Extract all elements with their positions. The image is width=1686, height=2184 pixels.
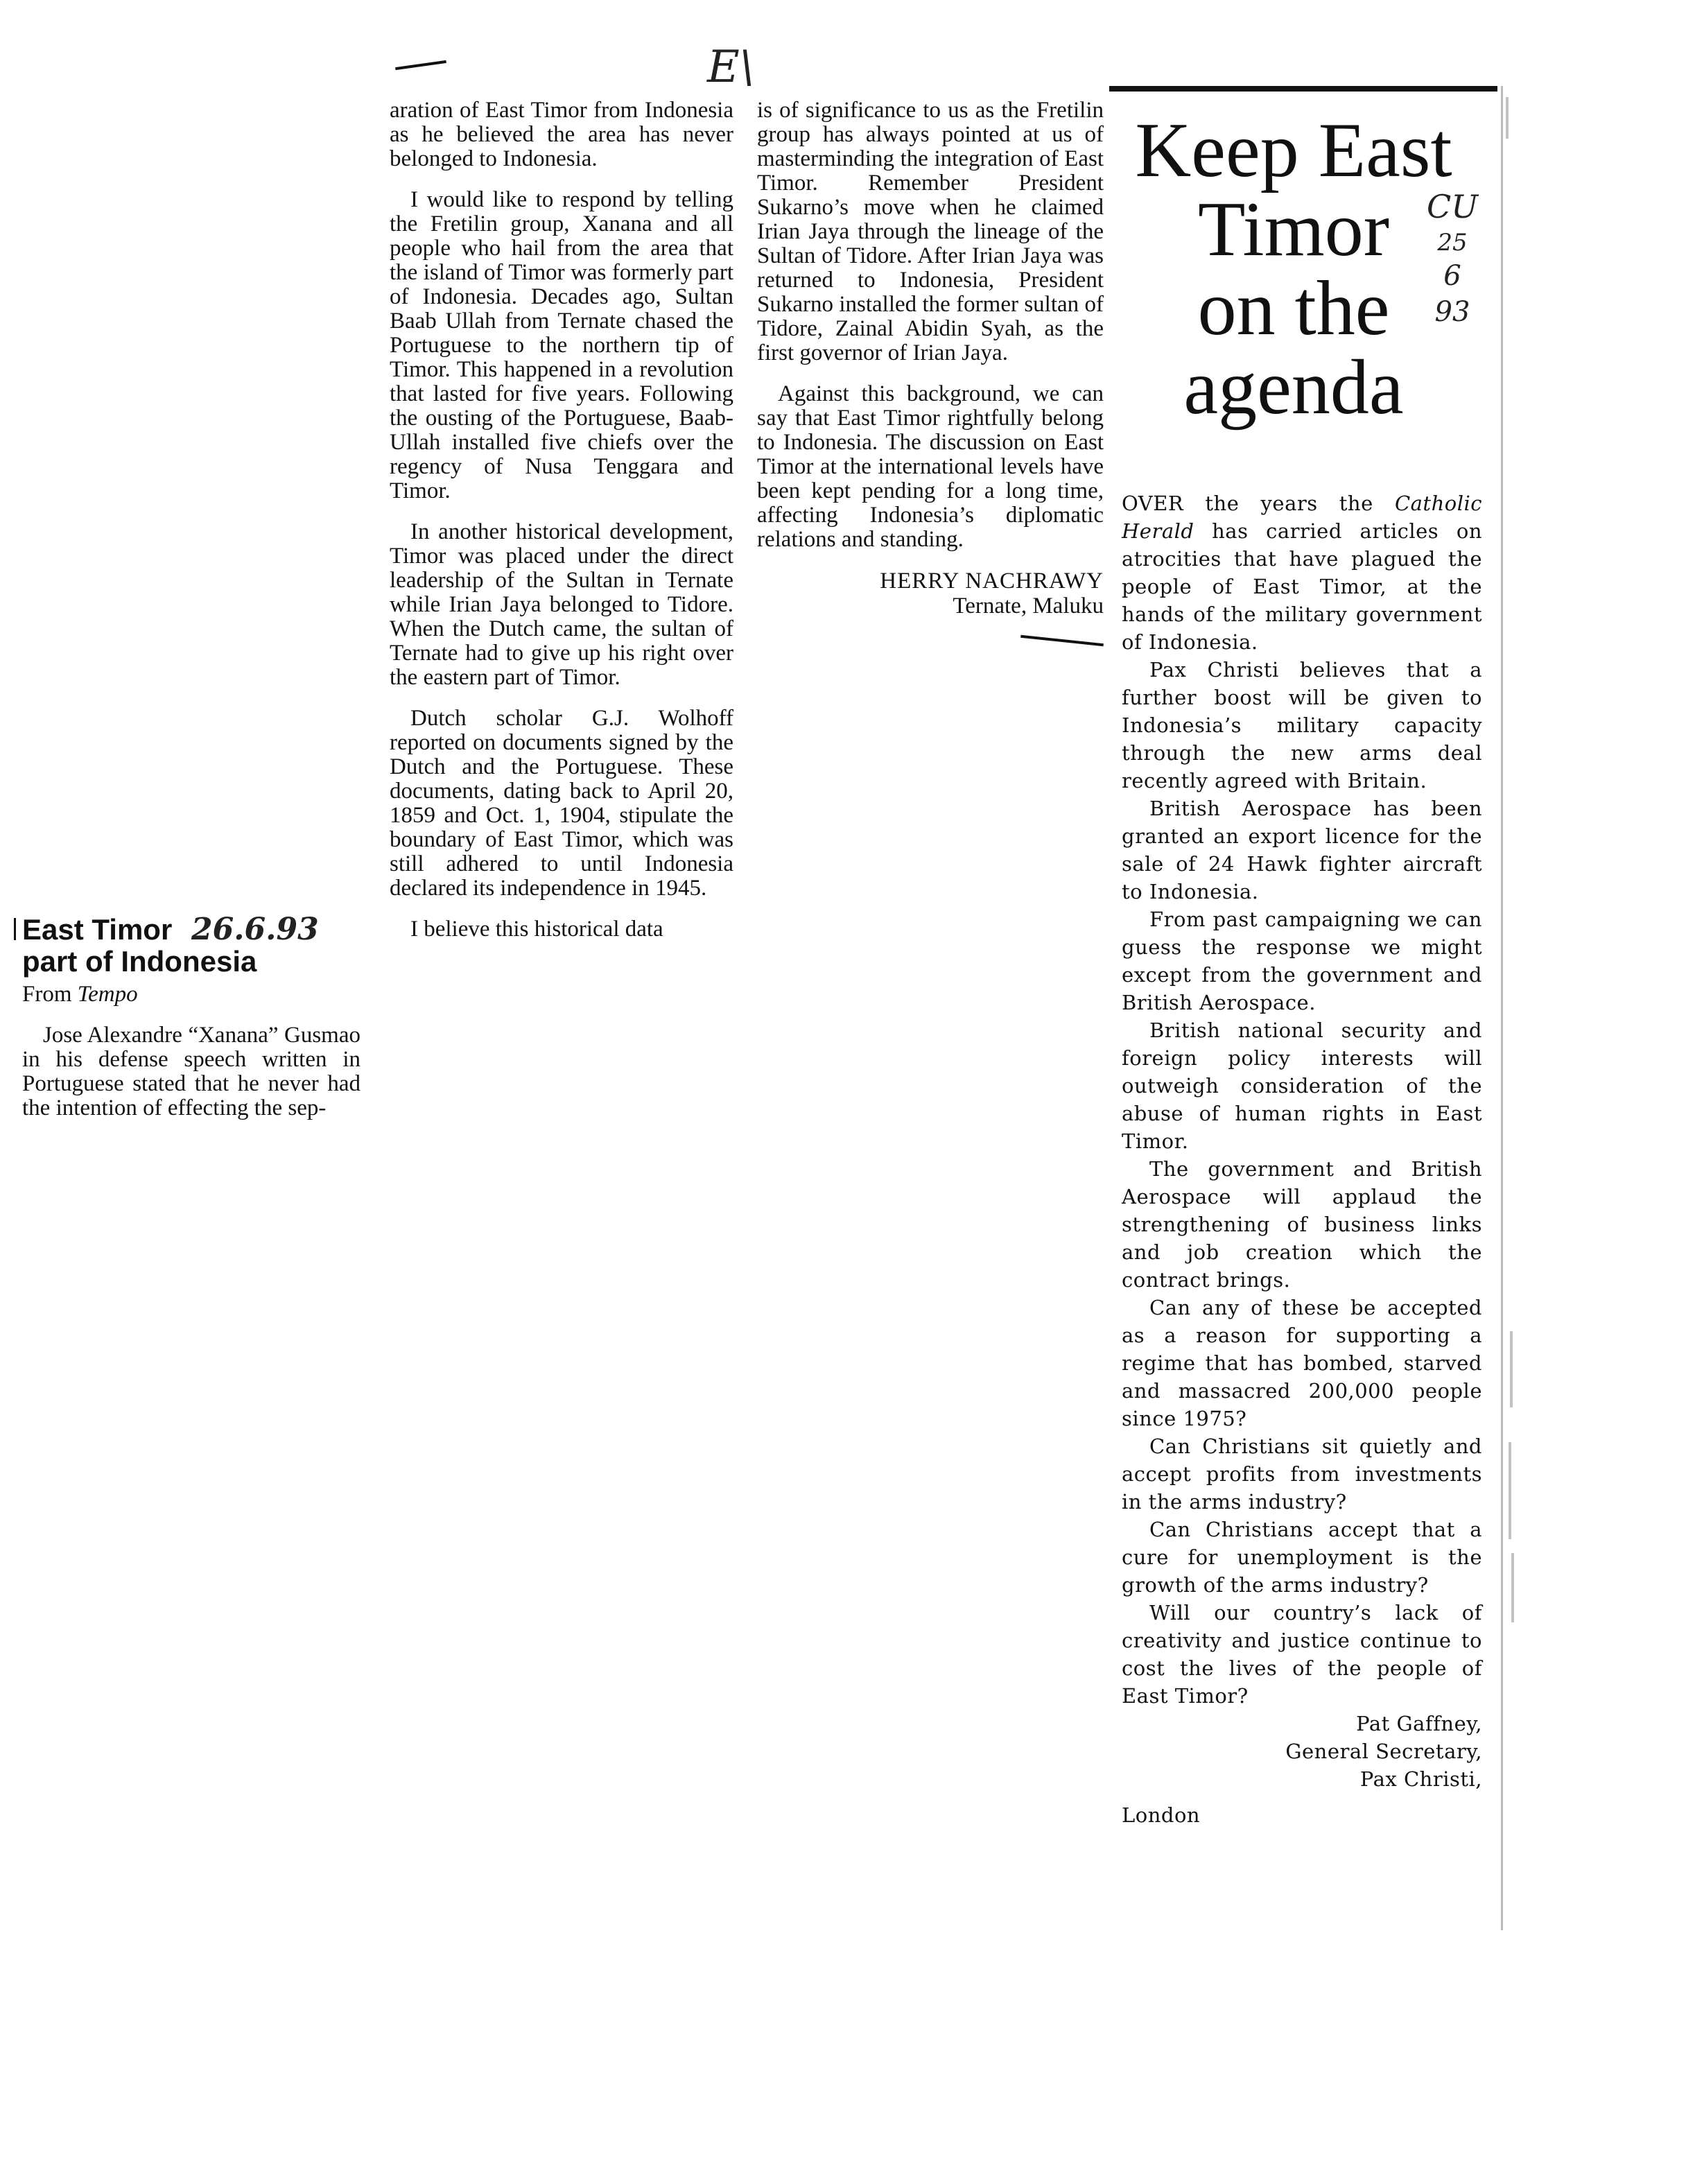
column-2-paragraph-1: aration of East Timor from Indonesia as he believed the area has never belonged to Indonesia. bbox=[390, 98, 733, 171]
headline-keep-east: Keep East bbox=[1135, 107, 1452, 193]
body-paragraph-1: Pax Christi believes that a further boost will be given to Indonesia’s military capacity through the new arms deal recently agreed with Britain. bbox=[1122, 658, 1482, 792]
body-paragraph-8: Can Christians accept that a cure for unemployment is the growth of the arms industry? bbox=[1122, 1518, 1482, 1597]
right-article-top-rule bbox=[1109, 86, 1497, 92]
publication-name: Catholic Herald bbox=[1122, 492, 1482, 543]
body-paragraph-9: Will our country’s lack of creativity and justice continue to cost the lives of the people of East Timor? bbox=[1122, 1601, 1482, 1708]
body-paragraph-7: Can Christians sit quietly and accept profits from investments in the arms industry? bbox=[1122, 1435, 1482, 1514]
left-article-headline bbox=[14, 914, 374, 1007]
column-1-paragraph: Jose Alexandre “Xanana” Gusmao in his defense speech written in Portuguese stated that he never had the intention of effecting the sep- bbox=[22, 1023, 360, 1120]
column-2-paragraph-3: In another historical development, Timor was placed under the direct leadership of the Sultan in Ternate while Irian Jaya belonged to Tidore. When the Dutch came, the sultan of Ternate had to give up his right over the eastern part of Timor. bbox=[390, 519, 733, 690]
intro-rest: has carried articles on atrocities that have plagued the people of East Timor, at the hands of the military government of Indonesia. bbox=[1122, 519, 1482, 654]
headline-text-1: East Timor bbox=[22, 913, 173, 946]
headline-timor: Timor bbox=[1197, 187, 1389, 272]
left-article-column-2 bbox=[390, 98, 733, 958]
column-3-paragraph-1: is of significance to us as the Fretilin group has always pointed at us of masterminding the integration of East Timor. Remember President Sukarno’s move when he claimed Irian Jaya through the lineage of the Sultan of Tidore. After Irian Jaya was returned to Indonesia, President Sukarno installed the former sultan of Tidore, Zainal Abidin Syah, as the first governor of Irian Jaya. bbox=[757, 98, 1104, 365]
handwritten-underline bbox=[1020, 635, 1104, 647]
left-article-column-3 bbox=[757, 98, 1104, 642]
headline-agenda: agenda bbox=[1183, 345, 1404, 431]
column-2-paragraph-4: Dutch scholar G.J. Wolhoff reported on documents signed by the Dutch and the Portuguese. These documents, dating back to April 20, 1859 and Oct. 1, 1904, stipulate the boundary of East Timor, which was still adhered to until Indonesia declared its independence in 1945. bbox=[390, 706, 733, 901]
annotation-month: 6 bbox=[1443, 260, 1461, 292]
source-name: Tempo bbox=[77, 982, 138, 1007]
body-paragraph-5: The government and British Aerospace will applaud the strengthening of business links and job creation which the contract brings. bbox=[1122, 1157, 1482, 1292]
scan-noise bbox=[1511, 1553, 1514, 1622]
right-article-body bbox=[1122, 489, 1482, 1829]
column-3-paragraph-2: Against this background, we can say that East Timor rightfully belong to Indonesia. The discussion on East Timor at the international levels have been kept pending for a long time, affecting Indonesia’s diplomatic relations and standing. bbox=[757, 381, 1104, 552]
handwritten-dash bbox=[395, 60, 446, 70]
headline-bar bbox=[14, 918, 16, 940]
intro-start: OVER the years the bbox=[1122, 492, 1395, 515]
annotation-cu: CU bbox=[1427, 188, 1478, 225]
source-prefix: From bbox=[22, 982, 78, 1007]
scan-noise bbox=[1509, 1442, 1511, 1539]
source-line bbox=[14, 982, 374, 1007]
headline-line-2: part of Indonesia bbox=[22, 945, 257, 978]
handwritten-date: 26.6.93 bbox=[191, 912, 319, 947]
scan-noise bbox=[1510, 1331, 1513, 1407]
author-location: Ternate, Maluku bbox=[953, 593, 1104, 618]
author-name: HERRY NACHRAWY bbox=[880, 569, 1104, 593]
signature-name: Pat Gaffney, bbox=[1356, 1712, 1482, 1735]
column-2-paragraph-2: I would like to respond by telling the Fretilin group, Xanana and all people who hail from the area that the island of Timor was formerly part of Indonesia. Decades ago, Sultan Baab Ullah from Ternate chased the Portuguese to the northern tip of Timor. This happened in a revolution that lasted for five years. Following the ousting of the Portuguese, Baab-Ullah installed five chiefs over the regency of Nusa Tenggara and Timor. bbox=[390, 187, 733, 503]
body-paragraph-4: British national security and foreign policy interests will outweigh consideration of the abuse of human rights in East Timor. bbox=[1122, 1019, 1482, 1153]
headline-on-the: on the bbox=[1197, 266, 1390, 352]
headline-line-1 bbox=[14, 914, 374, 946]
signature-city: London bbox=[1122, 1803, 1201, 1827]
intro-paragraph bbox=[1122, 489, 1482, 656]
signature-title: General Secretary, bbox=[1285, 1740, 1482, 1763]
left-article-column-1 bbox=[22, 1023, 360, 1137]
handwritten-top-mark: E\ bbox=[707, 42, 755, 93]
annotation-year: 93 bbox=[1434, 296, 1470, 328]
body-paragraph-6: Can any of these be accepted as a reason for supporting a regime that has bombed, starved and massacred 200,000 people since 1975? bbox=[1122, 1296, 1482, 1430]
signature-org: Pax Christi, bbox=[1359, 1767, 1482, 1791]
column-2-paragraph-5: I believe this historical data bbox=[410, 917, 663, 942]
handwritten-annotation bbox=[1414, 186, 1491, 330]
annotation-day: 25 bbox=[1437, 229, 1468, 257]
scan-noise bbox=[1506, 97, 1509, 139]
right-article-border bbox=[1501, 86, 1503, 1930]
body-paragraph-3: From past campaigning we can guess the response we might except from the government and British Aerospace. bbox=[1122, 908, 1482, 1014]
body-paragraph-2: British Aerospace has been granted an export licence for the sale of 24 Hawk fighter aircraft to Indonesia. bbox=[1122, 797, 1482, 903]
